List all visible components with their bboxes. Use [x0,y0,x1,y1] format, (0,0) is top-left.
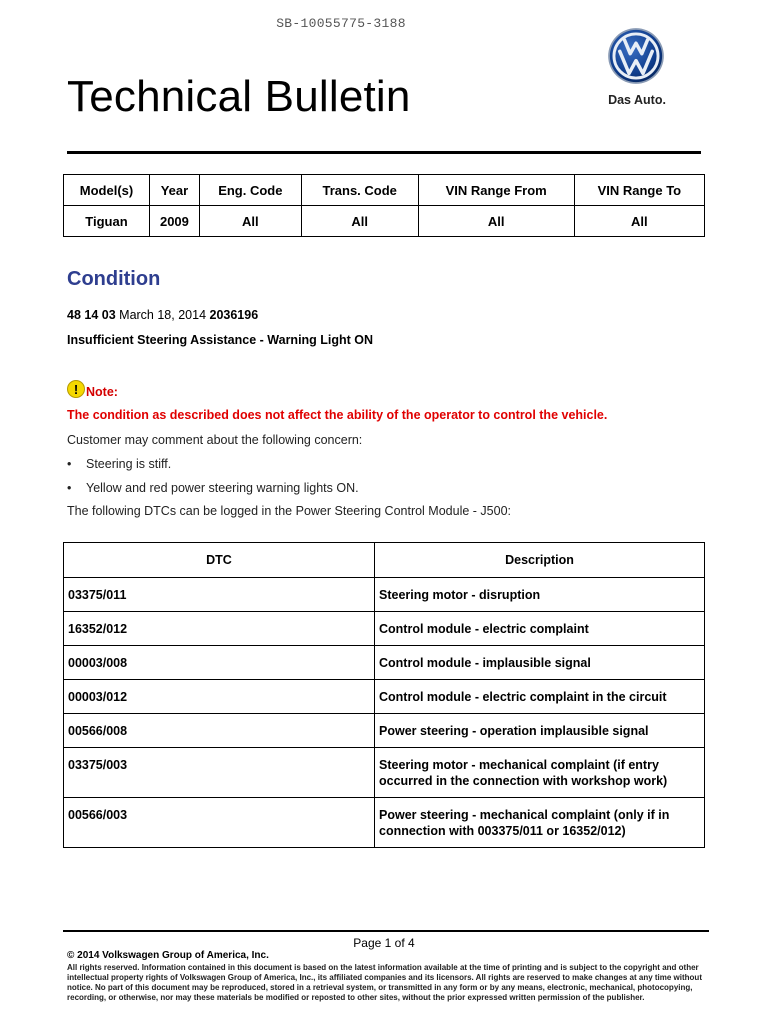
bullet-icon: • [67,481,72,495]
dtc-code: 00566/003 [64,798,375,848]
note-header [67,379,118,399]
document-id: SB-10055775-3188 [276,16,406,31]
table-cell: All [301,206,418,237]
bulletin-number: 2036196 [209,308,259,322]
column-header: Trans. Code [301,175,418,206]
list-item-text: Steering is stiff. [86,457,172,471]
table-row [64,206,705,237]
table-cell: All [574,206,704,237]
logo-tagline: Das Auto. [608,93,666,107]
bullet-icon: • [67,457,72,471]
dtc-code: 00003/008 [64,646,375,680]
column-header: DTC [64,543,375,578]
dtc-description: Power steering - mechanical complaint (only if in connection with 003375/011 or 16352/012) [375,798,705,848]
column-header: VIN Range From [418,175,574,206]
header-divider [67,151,701,154]
table-header-row [64,543,705,578]
list-item [67,457,171,471]
page-title: Technical Bulletin [67,72,411,121]
column-header: Description [375,543,705,578]
footer-divider [63,930,709,932]
table-cell: Tiguan [64,206,150,237]
dtc-code: 03375/003 [64,748,375,798]
dtc-code: 00003/012 [64,680,375,714]
dtc-description: Steering motor - disruption [375,578,705,612]
dtc-description: Control module - implausible signal [375,646,705,680]
table-row [64,578,705,612]
page-number: Page 1 of 4 [353,936,415,950]
dtc-code: 00566/008 [64,714,375,748]
warning-icon: ! [67,380,85,398]
table-row [64,798,705,848]
vehicle-table [63,174,705,237]
bulletin-subject: Insufficient Steering Assistance - Warning Light ON [67,333,374,347]
column-header: Eng. Code [199,175,301,206]
dtc-description: Control module - electric complaint in the circuit [375,680,705,714]
column-header: VIN Range To [574,175,704,206]
table-row [64,680,705,714]
table-cell: All [418,206,574,237]
table-row [64,714,705,748]
table-row [64,646,705,680]
table-cell: 2009 [149,206,199,237]
dtc-description: Steering motor - mechanical complaint (if entry occurred in the connection with workshop work) [375,748,705,798]
bulletin-reference [67,308,258,322]
dtc-code: 16352/012 [64,612,375,646]
condition-heading: Condition [67,268,161,290]
reference-code: 48 14 03 [67,308,116,322]
dtc-description: Power steering - operation implausible signal [375,714,705,748]
list-item-text: Yellow and red power steering warning lights ON. [86,481,359,495]
note-label: Note: [86,385,118,399]
customer-concern-intro: Customer may comment about the following concern: [67,433,363,447]
column-header: Model(s) [64,175,150,206]
dtc-intro: The following DTCs can be logged in the Power Steering Control Module - J500: [67,504,511,518]
table-cell: All [199,206,301,237]
dtc-description: Control module - electric complaint [375,612,705,646]
bulletin-date: March 18, 2014 [119,308,207,322]
vw-logo-icon [607,27,665,85]
dtc-table [63,542,705,848]
dtc-code: 03375/011 [64,578,375,612]
table-header-row [64,175,705,206]
column-header: Year [149,175,199,206]
legal-disclaimer: All rights reserved. Information contained in this document is based on the latest information available at the time of printing and is subject to the copyright and other intellectual property rights of Volkswagen Group of America, Inc., its affiliated companies and its licensors. All rights are reserved to make changes at any time without notice. No part of this document may be reproduced, stored in a retrieval system, or transmitted in any form or by any means, electronic, mechanical, photocopying, recording, or otherwise, nor may these materials be modified or reposted to other sites, without the prior expressed written permission of the publisher. [67,963,702,1002]
copyright-notice: © 2014 Volkswagen Group of America, Inc. [67,950,269,961]
note-text: The condition as described does not affect the ability of the operator to control the vehicle. [67,408,608,422]
table-row [64,612,705,646]
list-item [67,481,359,495]
table-row [64,748,705,798]
